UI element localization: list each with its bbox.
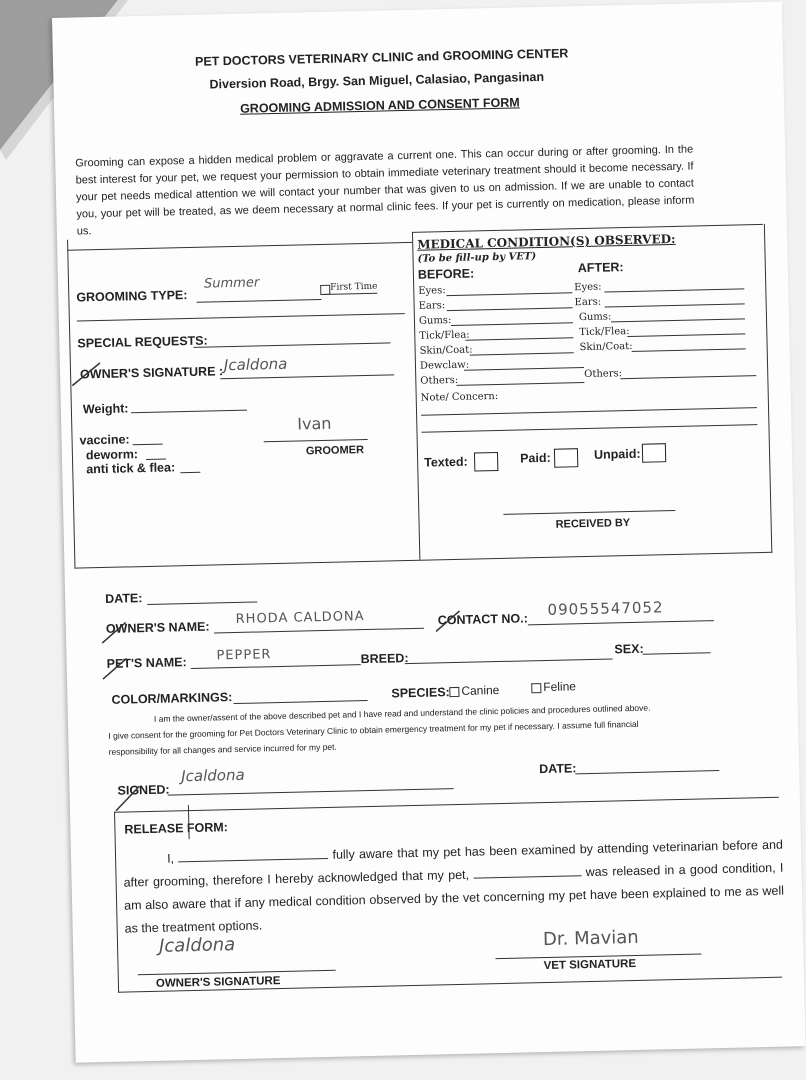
before-tickflea-label: Tick/Flea: [419, 329, 470, 342]
release-title: RELEASE FORM: [124, 820, 229, 837]
color-markings-label: COLOR/MARKINGS: [111, 690, 233, 707]
canine-label: Canine [461, 683, 500, 698]
pet-name-checkmark [101, 656, 132, 681]
date-label: DATE: [105, 591, 143, 606]
contact-value: 09055547052 [547, 598, 664, 619]
consent-line-2: I give consent for the grooming for Pet Doctors Veterinary Clinic to obtain emergency treatment for my pet if necessary. I assume full financial [108, 718, 639, 741]
intro-paragraph: Grooming can expose a hidden medical problem or aggravate a current one. This can occur during or after grooming. In the best interest for your pet, we request your permission to obtain immediate veterinary treatment should it become necessary. If your pet needs medical attention we will contact your number that was given to us on admission. If we are unable to contact you, your pet will be treated, as we deem necessary at normal clinic fees. If your pet is currently on medication, please inform us. [75, 143, 695, 238]
date-field[interactable] [147, 601, 257, 604]
breed-label: BREED: [360, 651, 409, 667]
form-title: GROOMING ADMISSION AND CONSENT FORM [239, 95, 520, 116]
grooming-type-value: Summer [203, 275, 260, 292]
consent-line-3: responsibility for all changes and service incurred for my pet. [108, 741, 337, 757]
sex-label: SEX: [614, 641, 644, 657]
vet-signature-value: Dr. Mavian [542, 926, 639, 951]
owner-name-checkmark [100, 620, 131, 645]
owner-signature-label: OWNER'S SIGNATURE : [79, 364, 224, 382]
consent-line-1: I am the owner/assent of the above described pet and I have read and understand the clinic policies and procedures outlined above. [153, 702, 651, 724]
signed-date-label: DATE: [539, 761, 577, 777]
groomer-value: Ivan [297, 413, 332, 434]
signed-field[interactable] [168, 788, 454, 795]
grooming-type-label: GROOMING TYPE: [76, 288, 188, 305]
after-tickflea-label: Tick/Flea: [579, 325, 630, 339]
pet-name-label: PET'S NAME: [106, 655, 187, 671]
contact-label: CONTACT NO.: [437, 611, 528, 628]
release-text-2: before and after grooming, therefore I hereby acknowledged that my pet, [123, 837, 784, 890]
before-skincoat-label: Skin/Coat: [419, 344, 473, 357]
weight-label: Weight: [82, 401, 129, 417]
received-by-label: RECEIVED BY [555, 517, 631, 531]
clinic-address: Diversion Road, Brgy. San Miguel, Calasiao, Pangasinan [209, 69, 545, 92]
paid-checkbox[interactable] [554, 448, 578, 468]
groomer-label: GROOMER [305, 444, 365, 458]
paid-label: Paid: [519, 450, 551, 466]
medical-subtitle: (To be fill-up by VET) [417, 251, 537, 265]
species-label: SPECIES: [391, 685, 450, 701]
vet-signature-label: VET SIGNATURE [543, 957, 637, 973]
release-name-field[interactable] [178, 847, 328, 862]
unpaid-label: Unpaid: [593, 446, 641, 462]
release-pet-field[interactable] [473, 864, 581, 878]
special-requests-label: SPECIAL REQUESTS: [77, 333, 208, 351]
before-others-label: Others: [420, 374, 459, 387]
color-markings-field[interactable] [234, 700, 368, 704]
vaccine-label: vaccine: [79, 432, 130, 448]
release-owner-signature-label: OWNER'S SIGNATURE [155, 975, 281, 990]
owner-signature-value: Jcaldona [223, 354, 288, 375]
first-time-label: First Time [330, 281, 378, 293]
release-text-3: was released in a [585, 862, 686, 880]
note-concern-label: Note/ Concern: [420, 390, 499, 404]
clinic-name: PET DOCTORS VETERINARY CLINIC and GROOMING CENTER [194, 46, 569, 69]
signed-value: Jcaldona [181, 765, 245, 786]
before-gums-label: Gums: [418, 315, 452, 327]
owner-name-field[interactable] [214, 628, 424, 634]
owner-name-label: OWNER'S NAME: [105, 619, 210, 636]
contact-field[interactable] [528, 620, 714, 625]
after-ears-label: Ears: [574, 296, 602, 309]
release-i-label: I, [166, 851, 175, 866]
after-others-label: Others: [584, 368, 623, 381]
deworm-label: deworm: [85, 447, 139, 463]
after-gums-label: Gums: [578, 311, 612, 324]
signed-date-field[interactable] [575, 770, 719, 774]
owner-name-value: RHODA CALDONA [235, 609, 365, 627]
medical-title: MEDICAL CONDITION(S) OBSERVED: [417, 231, 676, 252]
signed-label: SIGNED: [117, 782, 170, 798]
unpaid-checkbox[interactable] [642, 443, 666, 463]
release-owner-signature-value: Jcaldona [158, 934, 236, 957]
before-eyes-label: Eyes: [418, 285, 446, 297]
pet-name-value: PEPPER [216, 647, 272, 664]
signed-checkmark [113, 784, 144, 813]
anti-tick-label: anti tick & flea: [86, 460, 176, 477]
release-text-4: good condition, I am also aware that if any medical condition observed by the vet concerning my pet have been explained to me as well as the treatment options. [123, 860, 785, 936]
sex-field[interactable] [643, 652, 711, 655]
feline-label: Feline [543, 679, 577, 695]
before-dewclaw-label: Dewclaw: [419, 359, 470, 372]
release-paragraph [123, 834, 785, 941]
contact-checkmark [434, 609, 465, 634]
before-ears-label: Ears: [418, 300, 446, 312]
texted-checkbox[interactable] [474, 452, 498, 472]
canine-checkbox[interactable] [449, 687, 459, 697]
before-label: BEFORE: [417, 266, 475, 282]
consent-paragraph [108, 698, 731, 760]
owner-signature-checkmark [70, 360, 131, 387]
after-skincoat-label: Skin/Coat: [579, 340, 633, 354]
after-eyes-label: Eyes: [574, 281, 602, 294]
after-label: AFTER: [577, 260, 624, 276]
feline-checkbox[interactable] [531, 683, 541, 693]
consent-form-page [52, 1, 806, 1062]
breed-field[interactable] [405, 658, 613, 664]
release-text-1: fully aware that my pet has been examined by attending veterinarian [332, 839, 719, 862]
pet-name-field[interactable] [191, 664, 361, 669]
texted-label: Texted: [424, 454, 468, 470]
